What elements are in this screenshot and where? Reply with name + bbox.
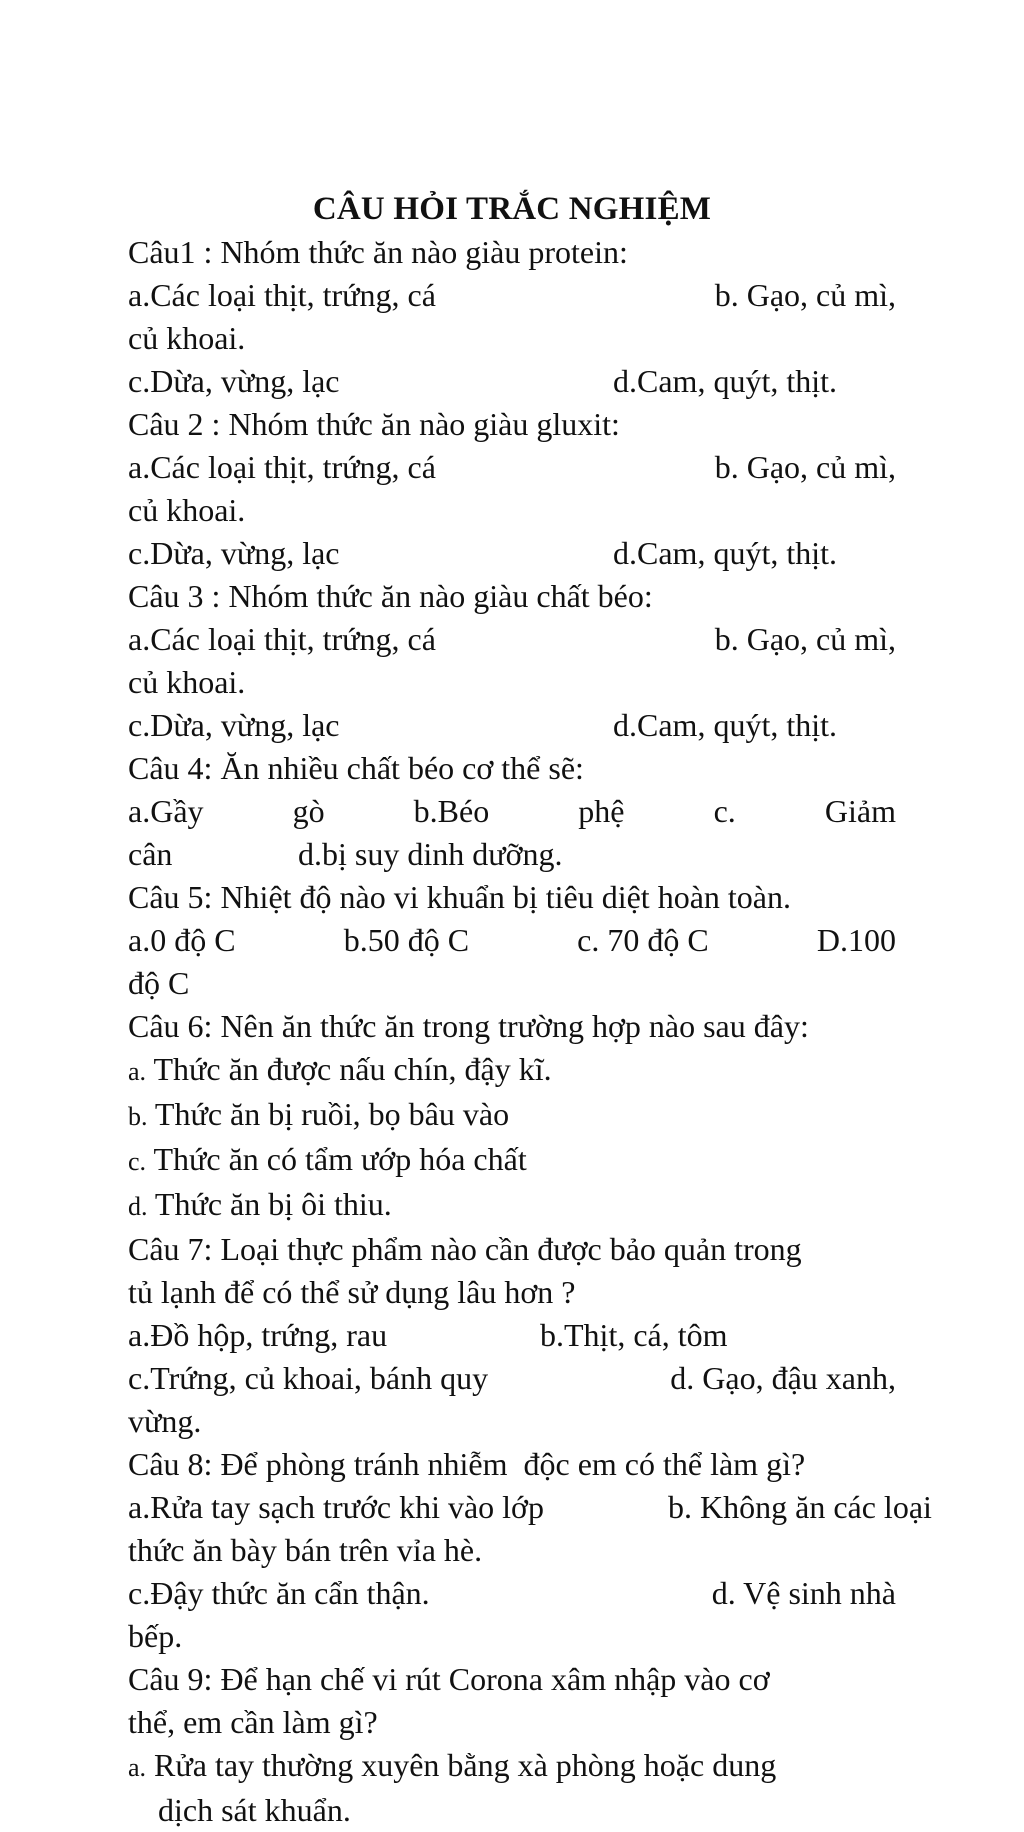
q3-option-b-cont: củ khoai.	[128, 664, 246, 700]
q2-options-row-2	[128, 532, 896, 575]
q4-options-row-2	[128, 833, 896, 876]
q6-text-b: Thức ăn bị ruồi, bọ bâu vào	[147, 1096, 510, 1132]
q1-option-b-cont: củ khoai.	[128, 320, 246, 356]
document-title: CÂU HỎI TRẮC NGHIỆM	[312, 191, 712, 227]
question-9-cont: thể, em cần làm gì?	[128, 1704, 378, 1740]
q7-option-b: b.Thịt, cá, tôm	[540, 1317, 728, 1353]
q6-label-b: b.	[128, 1102, 148, 1131]
q1-options-row-1	[128, 274, 896, 317]
q7-option-d-cont: vừng.	[128, 1403, 202, 1439]
q8-options-row-1	[128, 1486, 932, 1529]
question-7: Câu 7: Loại thực phẩm nào cần được bảo quản trong	[128, 1231, 802, 1267]
q6-label-c: c.	[128, 1147, 147, 1176]
q6-option-d	[128, 1183, 896, 1228]
q2-options-row-1	[128, 446, 896, 489]
q6-option-c	[128, 1138, 896, 1183]
question-2: Câu 2 : Nhóm thức ăn nào giàu gluxit:	[128, 406, 620, 442]
q3-options-row-2	[128, 704, 896, 747]
q5-options-row	[128, 919, 896, 962]
q1-option-c: c.Dừa, vừng, lạc	[128, 363, 340, 399]
q1-options-row-2	[128, 360, 896, 403]
q2-option-b: b. Gạo, củ mì,	[714, 449, 896, 485]
question-5: Câu 5: Nhiệt độ nào vi khuẩn bị tiêu diệt hoàn toàn.	[128, 879, 791, 915]
q5-option-d-cont: độ C	[128, 965, 190, 1001]
q7-option-a: a.Đồ hộp, trứng, rau	[128, 1317, 388, 1353]
q1-option-a: a.Các loại thịt, trứng, cá	[128, 277, 436, 313]
q3-option-b: b. Gạo, củ mì,	[714, 621, 896, 657]
q9-label-a: a.	[128, 1753, 147, 1782]
quiz-document	[128, 188, 932, 1832]
q4-options-row-1	[128, 790, 896, 833]
q8-options-row-2	[128, 1572, 896, 1615]
q6-option-a	[128, 1048, 896, 1093]
q8-option-a: a.Rửa tay sạch trước khi vào lớp	[128, 1489, 544, 1525]
question-7-cont: tủ lạnh để có thể sử dụng lâu hơn ?	[128, 1274, 576, 1310]
q3-option-c: c.Dừa, vừng, lạc	[128, 707, 340, 743]
q5-option-a: a.0 độ C	[128, 922, 236, 958]
q1-option-d: d.Cam, quýt, thịt.	[613, 363, 837, 399]
q4-word-5: c.	[713, 793, 736, 829]
question-8: Câu 8: Để phòng tránh nhiễm độc em có thể làm gì?	[128, 1446, 806, 1482]
q7-option-d: d. Gạo, đậu xanh,	[670, 1360, 896, 1396]
q3-option-a: a.Các loại thịt, trứng, cá	[128, 621, 436, 657]
q3-option-d: d.Cam, quýt, thịt.	[613, 707, 837, 743]
q2-option-c: c.Dừa, vừng, lạc	[128, 535, 340, 571]
q9-text-a: Rửa tay thường xuyên bằng xà phòng hoặc dung	[146, 1747, 777, 1783]
q6-text-d: Thức ăn bị ôi thiu.	[147, 1186, 392, 1222]
question-3: Câu 3 : Nhóm thức ăn nào giàu chất béo:	[128, 578, 653, 614]
q7-options-row-2	[128, 1357, 896, 1400]
q7-options-row-1	[128, 1314, 896, 1357]
q9-option-a-cont: dịch sát khuẩn.	[158, 1792, 351, 1828]
q5-option-d: D.100	[816, 922, 896, 958]
question-9: Câu 9: Để hạn chế vi rút Corona xâm nhập vào cơ	[128, 1661, 770, 1697]
question-1: Câu1 : Nhóm thức ăn nào giàu protein:	[128, 234, 628, 270]
q6-text-a: Thức ăn được nấu chín, đậy kĩ.	[146, 1051, 552, 1087]
q5-option-b: b.50 độ C	[343, 922, 470, 958]
q2-option-d: d.Cam, quýt, thịt.	[613, 535, 837, 571]
q5-option-c: c. 70 độ C	[577, 922, 709, 958]
q4-word-6: Giảm	[824, 793, 896, 829]
q8-option-b-cont: thức ăn bày bán trên vỉa hè.	[128, 1532, 483, 1568]
q8-option-d-cont: bếp.	[128, 1618, 183, 1654]
question-4: Câu 4: Ăn nhiều chất béo cơ thể sẽ:	[128, 750, 584, 786]
q2-option-b-cont: củ khoai.	[128, 492, 246, 528]
q8-option-c: c.Đậy thức ăn cẩn thận.	[128, 1575, 430, 1611]
q6-label-d: d.	[128, 1192, 148, 1221]
q3-options-row-1	[128, 618, 896, 661]
q6-option-b	[128, 1093, 896, 1138]
q4-word-2: gò	[292, 793, 325, 829]
q8-option-b: b. Không ăn các loại	[668, 1489, 932, 1525]
q9-option-a	[128, 1744, 896, 1789]
q4-option-d: d.bị suy dinh dưỡng.	[298, 836, 563, 872]
q4-word-4: phệ	[578, 793, 625, 829]
q6-text-c: Thức ăn có tẩm ướp hóa chất	[146, 1141, 527, 1177]
question-6: Câu 6: Nên ăn thức ăn trong trường hợp nào sau đây:	[128, 1008, 809, 1044]
q2-option-a: a.Các loại thịt, trứng, cá	[128, 449, 436, 485]
q4-word-3: b.Béo	[413, 793, 490, 829]
q7-option-c: c.Trứng, củ khoai, bánh quy	[128, 1360, 489, 1396]
q4-word-1: a.Gầy	[128, 793, 204, 829]
q1-option-b: b. Gạo, củ mì,	[714, 277, 896, 313]
q6-label-a: a.	[128, 1057, 147, 1086]
q4-word-7: cân	[128, 836, 173, 872]
q8-option-d: d. Vệ sinh nhà	[711, 1575, 896, 1611]
